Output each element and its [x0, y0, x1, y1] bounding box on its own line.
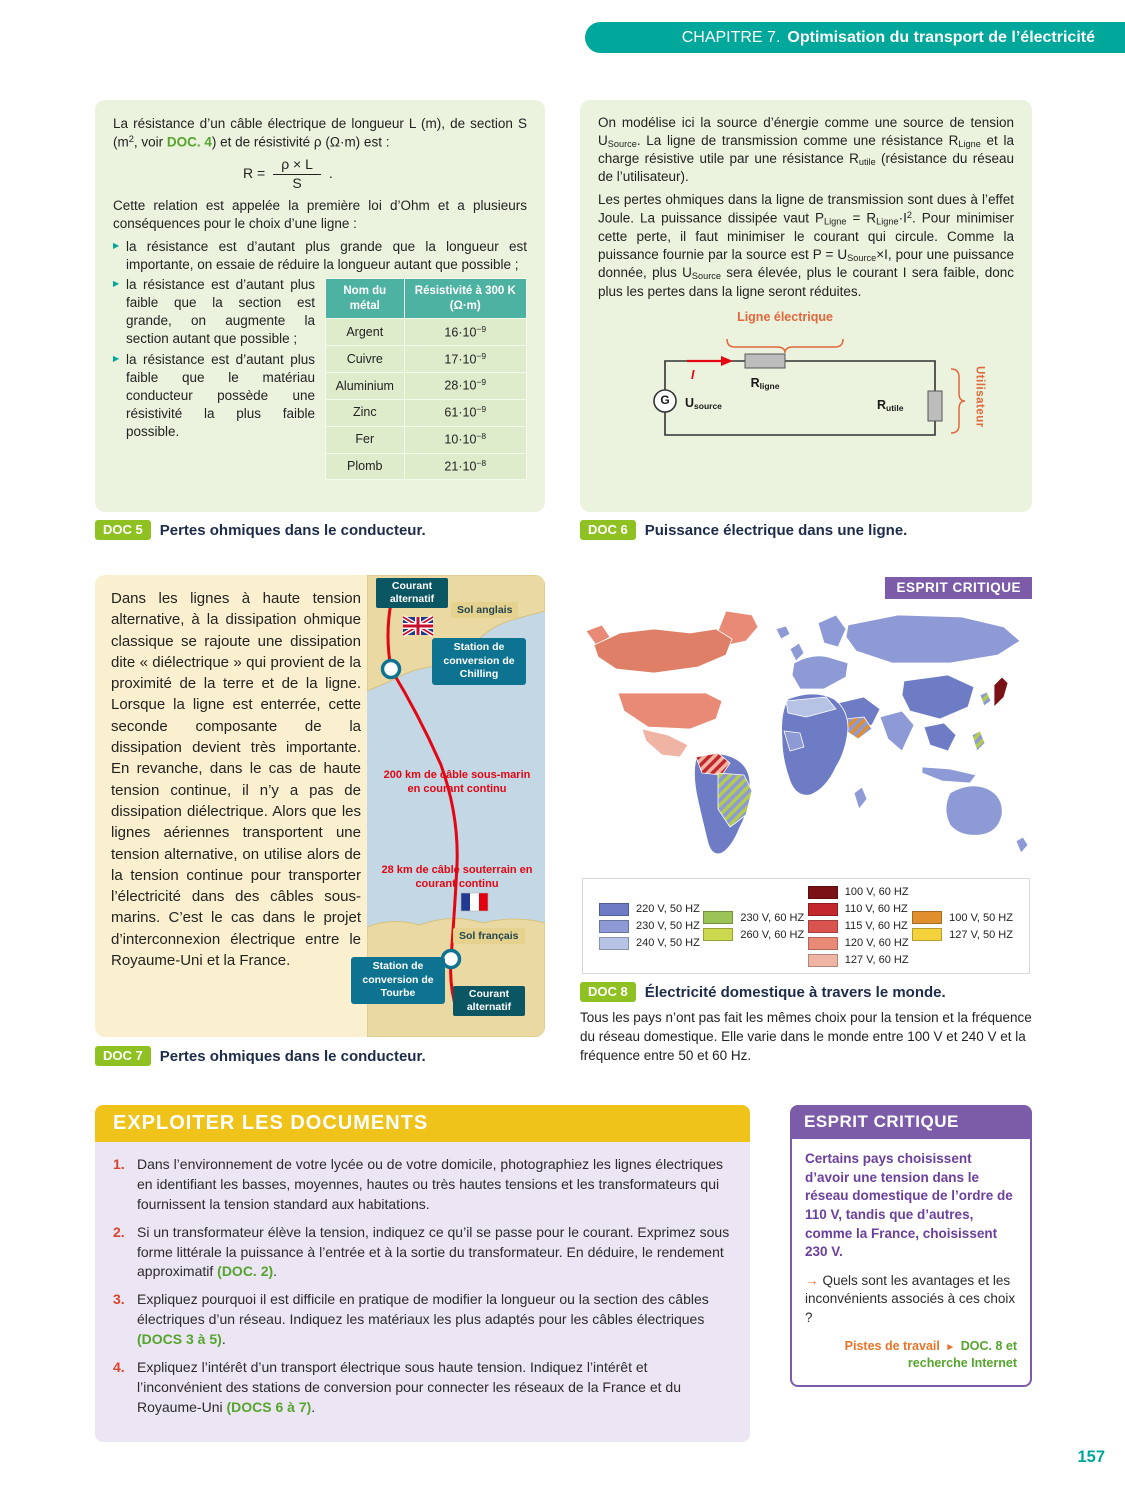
pistes-de-travail	[805, 1338, 1017, 1373]
legend-swatch	[599, 937, 629, 950]
australia	[946, 786, 1002, 835]
question-item	[113, 1155, 732, 1215]
formula-lhs: R =	[243, 165, 266, 182]
table-row: Zinc $61\cdot 10^{-9}$	[326, 399, 527, 426]
japan	[994, 677, 1008, 707]
esprit-critique-box	[790, 1105, 1032, 1387]
doc8-badge: DOC 8	[580, 982, 636, 1002]
chapter-number: CHAPITRE 7.	[681, 28, 781, 46]
legend-item: 100 V, 60 HZ	[808, 886, 909, 899]
world-map	[580, 601, 1032, 873]
canada	[594, 629, 732, 673]
sol-anglais-label: Sol anglais	[451, 602, 518, 618]
france-flag-icon	[461, 893, 488, 911]
doc5-bullet-3: ▶ la résistance est d’autant plus faible que le matériau conducteur possède une résistivité la plus faible possible.	[113, 351, 527, 441]
doc7-caption-text: Pertes ohmiques dans le conducteur.	[159, 1047, 426, 1065]
cable-200km-label: 200 km de câble sous-marin en courant continu	[383, 769, 531, 796]
legend-col-2	[703, 911, 804, 941]
iceland	[776, 626, 790, 639]
formula-denominator: S	[292, 174, 302, 191]
exploiter-body	[95, 1142, 750, 1442]
legend-item: 110 V, 60 HZ	[808, 903, 909, 916]
esprit-question-text: Quels sont les avantages et les inconvénients associés à ces choix ?	[805, 1272, 1016, 1325]
user-brace	[951, 369, 965, 433]
mexico	[642, 729, 688, 757]
page-number: 157	[1077, 1448, 1105, 1466]
legend-col-4	[912, 911, 1013, 941]
legend-item: 230 V, 60 HZ	[703, 911, 804, 924]
formula-end: .	[328, 165, 333, 182]
doc7-text: Dans les lignes à haute tension alternative, à la dissipation ohmique classique se rajoute une dissipation dite « diélectrique » qui provient de la proximité de la terre et de la ligne. Lorsque la ligne est enterrée, cette seconde composante de la dissipation devient très importante. En revanche, dans le cas de haute tension continue, il n’y a pas de dissipation diélectrique. Alors que les lignes aériennes transportent une tension alternative, on utilise alors de la tension continue pour transporter l’électricité dans des câbles sous-marins. C’est le cas dans le projet d’interconnexion électrique entre le Royaume-Uni et la France.	[111, 590, 361, 970]
table-row: Aluminium $28\cdot 10^{-9}$	[326, 372, 527, 399]
legend-swatch	[703, 928, 733, 941]
question-item	[113, 1223, 732, 1283]
question-text: Expliquez l’intérêt d’un transport électrique sous haute tension. Indiquez l’intérêt et l’inconvénient des stations de conversion pour connecter les réseaux de la France et du Royaume-Uni (DOCS 6 à 7).	[137, 1358, 681, 1415]
question-item	[113, 1358, 732, 1418]
doc7-badge: DOC 7	[95, 1046, 151, 1066]
legend-swatch	[808, 954, 838, 967]
doc5-box	[95, 100, 545, 512]
doc5-para2: Cette relation est appelée la première loi d’Ohm et a plusieurs conséquences pour le choix d’une ligne :	[113, 197, 527, 231]
r-utile-label: $R_{utile}$	[877, 397, 904, 413]
legend-swatch	[808, 886, 838, 899]
line-brace	[727, 339, 843, 353]
doc5-badge: DOC 5	[95, 520, 151, 540]
exploiter-section	[95, 1105, 750, 1442]
col-header-resistivity: Résistivité à 300 K (Ω·m)	[404, 279, 526, 319]
station-chilling-label: Station de conversion de Chilling	[432, 638, 526, 685]
question-text: Si un transformateur élève la tension, indiquez ce qu’il se passe pour le courant. Exprimez sous forme littérale la puissance à l’entrée et à la sortie du transformateur. En déduire, le rendement approximatif (DOC. 2).	[137, 1223, 730, 1280]
question-number: 1.	[113, 1156, 125, 1172]
table-row: Cuivre $17\cdot 10^{-9}$	[326, 346, 527, 373]
resistor-ligne	[745, 354, 785, 368]
legend-item: 120 V, 60 HZ	[808, 937, 909, 950]
utilisateur-label: Utilisateur	[973, 365, 986, 428]
legend-item: 127 V, 60 HZ	[808, 954, 909, 967]
esprit-critique-body	[790, 1139, 1032, 1387]
question-text: Expliquez pourquoi il est difficile en pratique de modifier la longueur ou la section des câbles électriques d’un réseau. Indiquez les matériaux les plus adaptés pour les câbles électriques (DOCS 3 à 5).	[137, 1291, 709, 1347]
circuit-svg	[599, 309, 1013, 451]
u-source-label: $U_{source}$	[685, 395, 722, 411]
pistes-label: Pistes de travail	[844, 1338, 940, 1353]
legend-swatch	[599, 903, 629, 916]
doc5-bullet-1: ▶ la résistance est d’autant plus grande que la longueur est importante, on essaie de réduire la longueur autant que possible ;	[113, 238, 527, 274]
chilling-station-node	[383, 661, 400, 678]
question-item	[113, 1290, 732, 1350]
esprit-lead: Certains pays choisissent d’avoir une tension dans le réseau domestique de l’ordre de 110 V, tandis que d’autres, comme la France, choisissent 230 V.	[805, 1151, 1013, 1260]
doc5-bullet-2: ▶ la résistance est d’autant plus faible que la section est grande, on augmente la section autant que possible ;	[113, 276, 527, 348]
courant-alternatif-bottom-label: Courant alternatif	[453, 986, 525, 1016]
indonesia	[922, 767, 976, 783]
doc7-caption	[95, 1046, 426, 1066]
current-label: I	[691, 367, 695, 382]
formula-numerator: ρ × L	[273, 156, 321, 174]
doc6-caption-text: Puissance électrique dans une ligne.	[644, 521, 908, 539]
generator-label: G	[660, 392, 670, 407]
doc8-caption	[580, 982, 946, 1002]
sol-francais-label: Sol français	[453, 928, 525, 944]
legend-item: 240 V, 50 HZ	[599, 937, 700, 950]
legend-item: 230 V, 50 HZ	[599, 920, 700, 933]
pistes-text: DOC. 8 et recherche Internet	[907, 1338, 1017, 1371]
china	[902, 675, 974, 719]
legend-col-3	[808, 886, 909, 967]
r-ligne-label: $R_{ligne}$	[750, 375, 780, 391]
continents	[586, 611, 1028, 854]
ohm-law-formula	[243, 156, 527, 190]
new-zealand	[1016, 837, 1028, 853]
line-label: Ligne électrique	[737, 309, 833, 324]
doc5-intro: La résistance d’un câble électrique de longueur L (m), de section S ($m^2$, voir DOC. 4) et de résistivité ρ (Ω·m) est :	[113, 116, 527, 150]
legend-swatch	[912, 911, 942, 924]
arrow-icon: →	[805, 1272, 819, 1288]
korea	[980, 692, 991, 706]
world-map-svg	[580, 601, 1032, 873]
table-row: Plomb $21\cdot 10^{-8}$	[326, 453, 527, 480]
doc8-subcaption: Tous les pays n’ont pas fait les mêmes choix pour la tension et la fréquence du réseau domestique. Elle varie dans le monde entre 100 V et 240 V et la fréquence entre 50 et 60 Hz.	[580, 1010, 1032, 1064]
table-row: Fer $10\cdot 10^{-8}$	[326, 426, 527, 453]
question-number: 3.	[113, 1291, 125, 1308]
esprit-question	[805, 1272, 1017, 1328]
india	[880, 711, 914, 751]
legend-swatch	[703, 911, 733, 924]
formula-fraction	[273, 156, 321, 190]
legend-item: 100 V, 50 HZ	[912, 911, 1013, 924]
voltage-legend	[582, 878, 1030, 974]
legend-col-1	[599, 903, 700, 950]
station-tourbe-label: Station de conversion de Tourbe	[351, 957, 445, 1004]
question-number: 4.	[113, 1358, 125, 1375]
legend-swatch	[912, 928, 942, 941]
courant-alternatif-top-label: Courant alternatif	[376, 578, 448, 608]
esprit-critique-title: ESPRIT CRITIQUE	[790, 1105, 1032, 1139]
doc8-caption-text: Électricité domestique à travers le monde.	[644, 983, 946, 1001]
europe	[792, 656, 848, 689]
doc6-badge: DOC 6	[580, 520, 636, 540]
usa	[618, 693, 722, 729]
resistor-utile	[928, 391, 942, 421]
russia	[846, 615, 1020, 663]
table-row: Argent $16\cdot 10^{-9}$	[326, 319, 527, 346]
legend-swatch	[599, 920, 629, 933]
doc6-box	[580, 100, 1032, 512]
uk-flag-icon	[403, 617, 433, 635]
legend-swatch	[808, 920, 838, 933]
current-arrowhead	[721, 356, 733, 366]
esprit-critique-map-badge: ESPRIT CRITIQUE	[885, 577, 1032, 599]
doc6-caption	[580, 520, 907, 540]
doc7-box	[95, 575, 545, 1037]
chapter-header-bar	[585, 22, 1125, 53]
col-header-metal: Nom du métal	[326, 279, 405, 319]
madagascar	[854, 787, 867, 809]
chapter-title: Optimisation du transport de l’électricité	[787, 28, 1095, 46]
doc5-caption-text: Pertes ohmiques dans le conducteur.	[159, 521, 426, 539]
doc6-para1: On modélise ici la source d’énergie comme une source de tension $U_{Source}$. La ligne de transmission comme une résistance $R_{Ligne}$ et la charge résistive utile par une résistance $R_{utile}$ (résistance du réseau de l’utilisateur).	[598, 115, 1014, 185]
southeast-asia	[924, 723, 956, 751]
legend-item: 260 V, 60 HZ	[703, 928, 804, 941]
legend-item: 115 V, 60 HZ	[808, 920, 909, 933]
question-text: Dans l’environnement de votre lycée ou de votre domicile, photographiez les lignes électriques en identifiant les basses, moyennes, hautes ou très hautes tensions et les transformateurs qui fournissent la tension standard aux habitations.	[137, 1156, 723, 1212]
scandinavia	[818, 615, 846, 647]
tourbe-station-node	[443, 951, 460, 968]
legend-swatch	[808, 937, 838, 950]
legend-item: 127 V, 50 HZ	[912, 928, 1013, 941]
doc5-flow	[113, 276, 527, 474]
exploiter-title: EXPLOITER LES DOCUMENTS	[95, 1105, 750, 1142]
philippines	[972, 731, 985, 751]
united-kingdom	[790, 643, 804, 661]
question-number: 2.	[113, 1223, 125, 1240]
cable-28km-label: 28 km de câble souterrain en courant continu	[381, 864, 533, 891]
legend-item: 220 V, 50 HZ	[599, 903, 700, 916]
legend-swatch	[808, 903, 838, 916]
doc6-para2: Les pertes ohmiques dans la ligne de transmission sont dues à l’effet Joule. La puissance dissipée vaut $P_{Ligne} = R_{Ligne}\cdot I^2$. Pour minimiser cette perte, il faut minimiser le courant qui circule. Comme la puissance fournie par la source est $P = U_{Source}\times I$, pour une puissance donnée, plus $U_{Source}$ sera élevée, plus le courant I sera faible, donc plus les pertes dans la ligne seront réduites.	[598, 192, 1014, 299]
play-arrow-icon: ►	[945, 1341, 956, 1353]
doc5-caption	[95, 520, 426, 540]
circuit-diagram	[599, 309, 1013, 451]
